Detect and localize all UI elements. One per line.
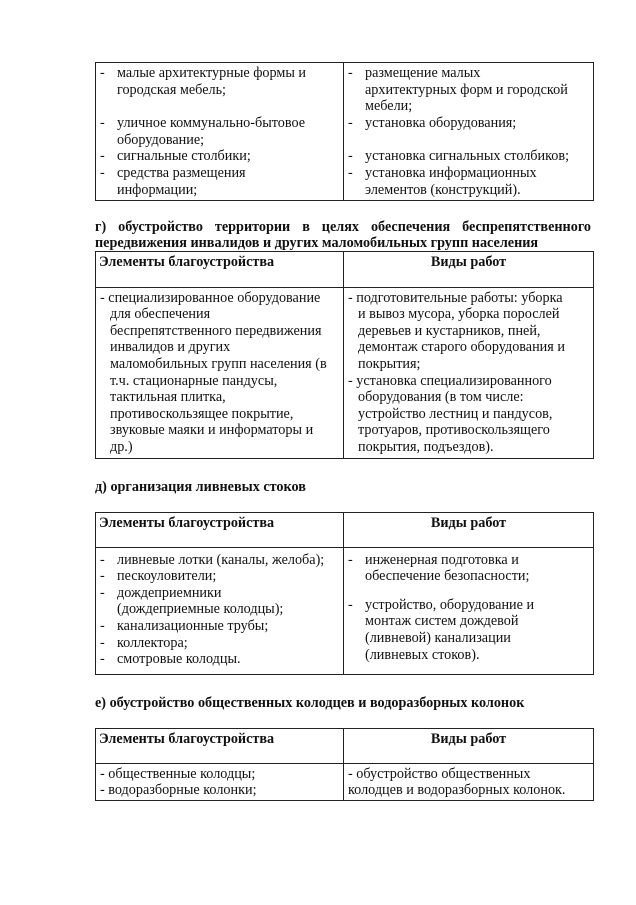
table-continued bbox=[95, 62, 594, 201]
list-item: - установка оборудования; bbox=[348, 114, 517, 131]
table-section-d bbox=[95, 512, 594, 675]
list-item: - средства размещения информации; bbox=[100, 164, 246, 198]
list-item: - установка сигнальных столбиков; bbox=[348, 148, 570, 165]
list-item: - малые архитектурные формы и городская мебель; bbox=[100, 65, 307, 98]
table-row bbox=[96, 63, 594, 201]
list-item: - общественные колодцы; bbox=[100, 765, 256, 782]
section-d-title: д) организация ливневых стоков bbox=[95, 479, 306, 495]
list-item: - коллектора; bbox=[100, 634, 188, 651]
column-header-works: Виды работ bbox=[344, 513, 594, 548]
section-e-title: е) обустройство общественных колодцев и водоразборных колонок bbox=[95, 695, 525, 711]
list-item-line: - обустройство общественных bbox=[348, 765, 531, 782]
list-item: - канализационные трубы; bbox=[100, 617, 269, 634]
list-item: - установка специализированного оборудования (в том числе: устройство лестниц и пандусов, тротуаров, противоскользящего покрытия, подъездов). bbox=[348, 372, 553, 455]
table-header-row bbox=[96, 252, 594, 288]
list-item: - дождеприемники (дождеприемные колодцы); bbox=[100, 584, 284, 618]
works-cell bbox=[344, 763, 594, 800]
works-cell bbox=[344, 287, 594, 458]
table-row bbox=[96, 547, 594, 674]
table-row bbox=[96, 287, 594, 458]
elements-cell bbox=[96, 63, 344, 201]
list-item: - уличное коммунально-бытовое оборудование; bbox=[100, 115, 306, 148]
works-cell bbox=[344, 547, 594, 674]
table-header-row bbox=[96, 513, 594, 548]
list-item: - установка информационных элементов (конструкций). bbox=[348, 164, 537, 198]
list-item: - смотровые колодцы. bbox=[100, 651, 241, 668]
column-header-elements: Элементы благоустройства bbox=[96, 513, 344, 548]
table-section-e bbox=[95, 728, 594, 801]
column-header-works: Виды работ bbox=[344, 252, 594, 288]
list-item: - сигнальные столбики; bbox=[100, 148, 251, 165]
list-item: - подготовительные работы: уборка и вывоз мусора, уборка порослей деревьев и кустарников, пней, демонтаж старого оборудования и покрытия; bbox=[348, 289, 565, 372]
table-section-g bbox=[95, 251, 594, 459]
list-item: - устройство, оборудование и монтаж систем дождевой (ливневой) канализации (ливневых стоков). bbox=[348, 596, 535, 663]
column-header-elements: Элементы благоустройства bbox=[96, 252, 344, 288]
list-item: - водоразборные колонки; bbox=[100, 782, 257, 799]
section-g-title-line2: передвижения инвалидов и других маломобильных групп населения bbox=[95, 235, 539, 251]
list-item-line: колодцев и водоразборных колонок. bbox=[348, 782, 566, 799]
list-item: - пескоуловители; bbox=[100, 568, 217, 585]
column-header-works: Виды работ bbox=[344, 729, 594, 764]
table-row bbox=[96, 763, 594, 800]
section-g-title-line1: г) обустройство территории в целях обеспечения беспрепятственного bbox=[95, 219, 591, 235]
list-item: - ливневые лотки (каналы, желоба); bbox=[100, 551, 325, 568]
list-item: - размещение малых архитектурных форм и городской мебели; bbox=[348, 65, 568, 115]
list-item: - специализированное оборудование для обеспечения беспрепятственного передвижения инвалидов и других маломобильных групп населения (в т.ч. стационарные пандусы, тактильная плитка, противоскользящее покрытие, звуковые маяки и информаторы и др.) bbox=[100, 289, 327, 455]
list-item: - инженерная подготовка и обеспечение безопасности; bbox=[348, 551, 530, 585]
works-cell bbox=[344, 63, 594, 201]
table-header-row bbox=[96, 729, 594, 764]
elements-cell bbox=[96, 547, 344, 674]
column-header-elements: Элементы благоустройства bbox=[96, 729, 344, 764]
elements-cell bbox=[96, 287, 344, 458]
elements-cell bbox=[96, 763, 344, 800]
